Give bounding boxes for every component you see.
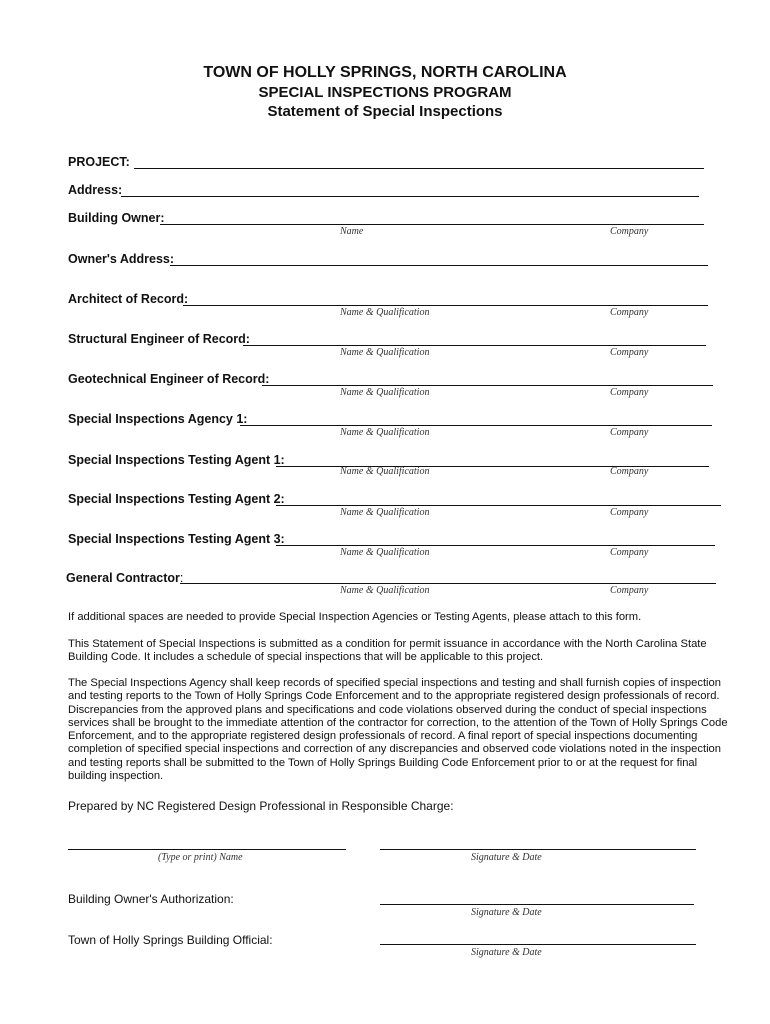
field-building-owner (68, 211, 165, 225)
field-general-contractor (66, 571, 183, 585)
signature-date-label: Signature & Date (471, 907, 542, 918)
program-title: SPECIAL INSPECTIONS PROGRAM (258, 84, 512, 101)
field-structural-engineer (68, 332, 250, 346)
sub-label-company: Company (610, 585, 649, 596)
building-official-label: Town of Holly Springs Building Official: (68, 933, 273, 947)
address-input-line[interactable] (121, 196, 699, 197)
field-owners-address (68, 252, 174, 266)
official-signature-line[interactable] (380, 944, 696, 945)
field-architect (68, 292, 188, 306)
sub-label-name-qualification: Name & Qualification (340, 507, 430, 518)
field-project (68, 155, 130, 169)
general-contractor-input-line[interactable] (180, 583, 716, 584)
owner-signature-line[interactable] (380, 904, 694, 905)
sub-label-company: Company (610, 507, 649, 518)
field-testing-agent-2 (68, 492, 285, 506)
field-geotechnical-engineer (68, 372, 269, 386)
sub-label-company: Company (610, 547, 649, 558)
building-owner-input-line[interactable] (160, 224, 704, 225)
sub-label-name-qualification: Name & Qualification (340, 427, 430, 438)
owner-authorization-label: Building Owner's Authorization: (68, 892, 234, 906)
field-label: Address: (68, 183, 123, 197)
field-label: Special Inspections Agency 1: (68, 412, 248, 426)
sub-label-company: Company (610, 427, 649, 438)
sub-label-company: Company (610, 226, 649, 237)
field-inspections-agency-1 (68, 412, 247, 426)
signature-date-label: Signature & Date (471, 947, 542, 958)
sub-label-company: Company (610, 347, 649, 358)
testing-agent-2-input-line[interactable] (276, 505, 721, 506)
field-label: Special Inspections Testing Agent 1: (68, 453, 285, 467)
additional-spaces-note: If additional spaces are needed to provide Special Inspection Agencies or Testing Agents, please attach to this form. (68, 611, 642, 623)
type-print-name-label: (Type or print) Name (158, 852, 243, 863)
field-label-colon: : (179, 571, 184, 585)
sub-label-name-qualification: Name & Qualification (340, 307, 430, 318)
architect-input-line[interactable] (183, 305, 708, 306)
field-label: Owner's Address: (68, 252, 175, 266)
sub-label-name: Name (340, 226, 364, 237)
field-label: Architect of Record: (68, 292, 189, 306)
field-address (68, 183, 122, 197)
sub-label-company: Company (610, 387, 649, 398)
structural-engineer-input-line[interactable] (243, 345, 706, 346)
field-label: Special Inspections Testing Agent 2: (68, 492, 285, 506)
owners-address-input-line[interactable] (170, 265, 708, 266)
field-testing-agent-3 (68, 532, 285, 546)
sub-label-company: Company (610, 466, 649, 477)
form-title: TOWN OF HOLLY SPRINGS, NORTH CAROLINA (203, 64, 567, 81)
field-label: PROJECT: (68, 155, 130, 169)
field-label: Special Inspections Testing Agent 3: (68, 532, 285, 546)
prepared-by-label: Prepared by NC Registered Design Professional in Responsible Charge: (68, 799, 454, 813)
sub-label-name-qualification: Name & Qualification (340, 387, 430, 398)
designer-signature-line[interactable] (380, 849, 696, 850)
type-print-name-line[interactable] (68, 849, 346, 850)
statement-title: Statement of Special Inspections (267, 103, 503, 120)
sub-label-name-qualification: Name & Qualification (340, 585, 430, 596)
sub-label-name-qualification: Name & Qualification (340, 547, 430, 558)
field-label: Geotechnical Engineer of Record: (68, 372, 270, 386)
signature-date-label: Signature & Date (471, 852, 542, 863)
field-label: Building Owner: (68, 211, 165, 225)
agency-responsibilities-paragraph: The Special Inspections Agency shall keep records of specified special inspections and testing and shall furnish copies of inspection and testing reports to the Town of Holly Springs Code Enforcement and to the appropriate registered design professionals of record. Discrepancies from the approved plans and specifications and code violations observed during the conduct of special inspections services shall be brought to the immediate attention of the contractor for correction, to the attention of the Town of Holly Springs Code Enforcement, and to the appropriate registered design professionals of record. A final report of special inspections documenting completion of specified special inspections and correction of any discrepancies and observed code violations noted in the inspection and testing reports shall be submitted to the Town of Holly Springs Building Code Enforcement prior to or at the request for final building inspection. (68, 677, 728, 783)
sub-label-company: Company (610, 307, 649, 318)
field-label: General Contractor (66, 571, 180, 585)
geotechnical-engineer-input-line[interactable] (262, 385, 713, 386)
testing-agent-3-input-line[interactable] (276, 545, 715, 546)
field-testing-agent-1 (68, 453, 285, 467)
inspections-agency-1-input-line[interactable] (240, 425, 712, 426)
statement-paragraph: This Statement of Special Inspections is submitted as a condition for permit issuance in accordance with the North Carolina State Building Code. It includes a schedule of special inspections that will be applicable to this project. (68, 638, 707, 664)
sub-label-name-qualification: Name & Qualification (340, 347, 430, 358)
project-input-line[interactable] (134, 168, 704, 169)
field-label: Structural Engineer of Record: (68, 332, 250, 346)
sub-label-name-qualification: Name & Qualification (340, 466, 430, 477)
